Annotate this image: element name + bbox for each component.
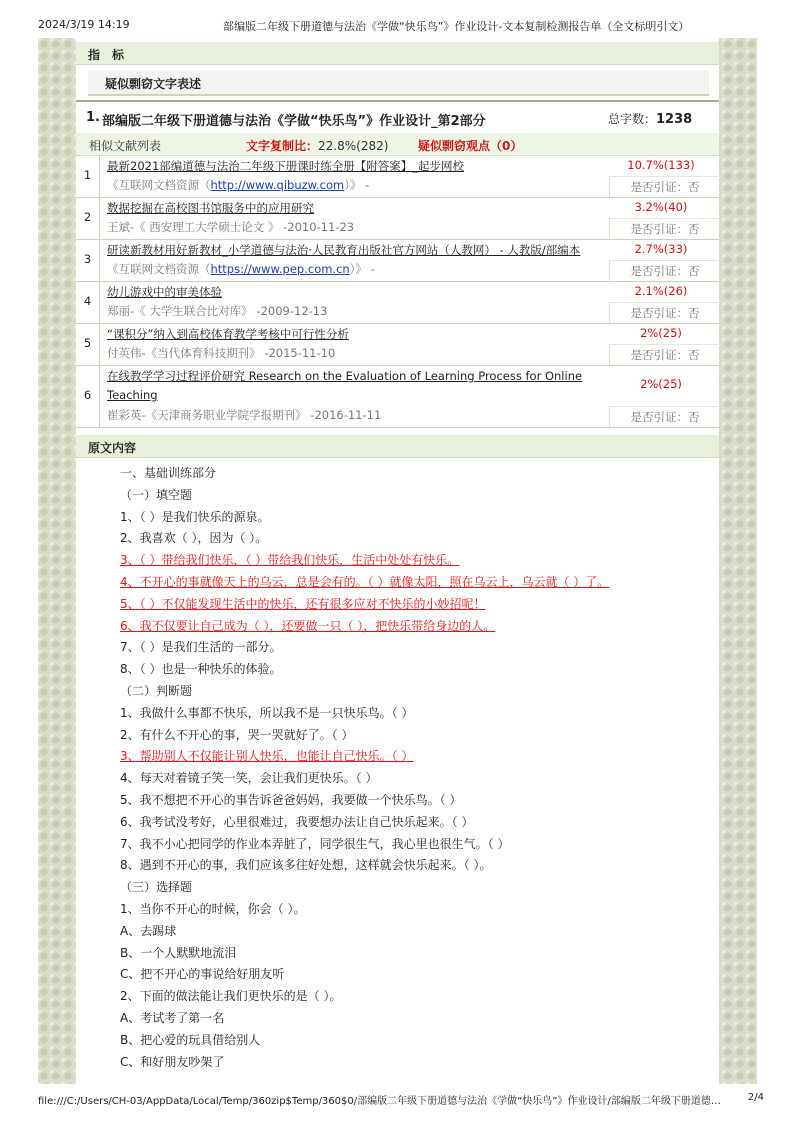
citation-status: 是否引证：否 [609,344,720,365]
text-line [120,964,710,986]
text-line [120,834,710,856]
source-url-link[interactable]: https://www.pep.com.cn [210,262,350,276]
line-text: 2、我喜欢（ ），因为（ ）。 [120,531,268,546]
copy-ratio [246,137,388,154]
line-text: 7、（ ）是我们生活的一部分。 [120,640,282,655]
source-origin: 《互联网文档资源（http://www.qibuzw.com）》 - [107,178,370,192]
source-index: 4 [76,281,100,323]
line-text: 7、我不小心把同学的作业本弄脏了，同学很生气，我心里也很生气。（ ） [120,836,510,851]
line-text: B、把心爱的玩具借给别人 [120,1032,261,1047]
source-percentage: 2.1%(26) [634,284,688,298]
document-number: 1. [86,110,100,125]
source-row [76,365,719,428]
indicators-bar [76,42,719,65]
line-text: （一）填空题 [120,487,193,502]
suspect-text-label: 疑似剽窃文字表述 [105,77,202,91]
text-line [120,681,710,703]
text-line [120,1008,710,1030]
text-line [120,528,710,550]
text-line [120,921,710,943]
stats-row [76,133,719,156]
line-text: 1、我做什么事都不快乐，所以我不是一只快乐鸟。（ ） [120,705,414,720]
word-count-value: 1238 [656,112,693,127]
text-line [120,659,710,681]
source-index: 5 [76,323,100,365]
line-text: 2、下面的做法能让我们更快乐的是（ ）。 [120,989,342,1004]
text-line [120,1030,710,1052]
indicators-label: 指 标 [88,48,125,62]
print-date: 2024/3/19 14:19 [38,18,130,31]
source-percentage: 10.7%(133) [627,158,695,172]
line-text: 3、帮助别人不仅能让别人快乐，也能让自己快乐。（ ） [120,749,414,764]
source-title-link[interactable]: 数据挖掘在高校图书馆服务中的应用研究 [107,201,314,215]
line-text: 2、有什么不开心的事，哭一哭就好了。（ ） [120,727,354,742]
source-title-link[interactable]: 研读新教材用好新教材_小学道德与法治·人民教育出版社官方网站（人教网） - 人教版/部编本 [107,243,581,257]
line-text: C、和好朋友吵架了 [120,1054,225,1069]
source-row [76,239,719,282]
text-line [120,899,710,921]
citation-status: 是否引证：否 [609,218,720,239]
original-bar [76,435,719,458]
line-text: 1、（ ）是我们快乐的源泉。 [120,509,270,524]
text-line [120,812,710,834]
line-text: 4、每天对着镜子笑一笑，会让我们更快乐。（ ） [120,771,378,786]
source-percentage: 2%(25) [640,326,682,340]
text-line [120,463,710,485]
line-text: 4、不开心的事就像天上的乌云，总是会有的。（ ）就像太阳，照在乌云上，乌云就（ ）了。 [120,574,610,589]
copy-ratio-value: 22.8%(282) [318,139,389,153]
plagiarized-line [120,594,710,616]
citation-status: 是否引证：否 [609,302,720,323]
source-title-link[interactable]: 在线教学学习过程评价研究 Research on the Evaluation of Learning Process for Online [107,369,583,383]
citation-status: 是否引证：否 [609,260,720,281]
source-index: 1 [76,155,100,197]
text-line [120,703,710,725]
source-origin: 王斌-《 西安理工大学硕士论文 》 -2010-11-23 [107,220,355,234]
text-line [120,986,710,1008]
report-content [76,38,719,1084]
citation-status: 是否引证：否 [609,406,720,427]
source-origin: 郑丽-《 大学生联合比对库》 -2009-12-13 [107,304,328,318]
word-count-label: 总字数： [608,112,657,126]
source-row [76,281,719,324]
line-text: 1、当你不开心的时候，你会（ ）。 [120,901,306,916]
source-index: 2 [76,197,100,239]
line-text: A、考试考了第一名 [120,1010,225,1025]
line-text: 一、基础训练部分 [120,466,217,480]
file-path: file:///C:/Users/CH-03/AppData/Local/Temp/360zip$Temp/360$0/部编版二年级下册道德与法治《学做“快乐鸟”》作业设计/部编版二年级下册道德… [38,1096,721,1107]
text-line [120,768,710,790]
text-line [120,855,710,877]
text-line [120,877,710,899]
suspect-views: 疑似剽窃观点（0） [418,139,523,153]
source-row [76,323,719,366]
citation-status: 是否引证：否 [609,176,720,197]
source-index: 3 [76,239,100,281]
source-row [76,155,719,198]
line-text: B、一个人默默地流泪 [120,945,237,960]
plagiarized-line [120,572,710,594]
original-text [120,463,710,1073]
source-title-link[interactable]: 幼儿游戏中的审美体验 [107,285,222,299]
source-percentage: 2.7%(33) [634,242,688,256]
line-text: （二）判断题 [120,683,193,698]
source-title-link[interactable]: “课积分”纳入到高校体育教学考核中可行性分析 [107,327,349,341]
similar-list-label: 相似文献列表 [89,139,162,153]
line-text: 8、遇到不开心的事，我们应该多往好处想，这样就会快乐起来。（ ）。 [120,858,492,873]
print-header [38,18,764,32]
line-text: 8、（ ）也是一种快乐的体验。 [120,662,282,677]
text-line [120,943,710,965]
source-title-link[interactable]: 最新2021部编道德与法治二年级下册课时练全册【附答案】_起步网校 [107,159,465,173]
text-line [120,725,710,747]
line-text: 6、我考试没考好，心里很难过，我要想办法让自己快乐起来。（ ） [120,814,474,829]
document-title: 部编版二年级下册道德与法治《学做“快乐鸟”》作业设计_第2部分 [102,114,486,129]
text-line [120,485,710,507]
text-line [120,1052,710,1074]
line-text: （三）选择题 [120,880,193,895]
source-percentage: 2%(25) [640,377,682,391]
source-origin: 《互联网文档资源（https://www.pep.com.cn）》 - [107,262,375,276]
line-text: 3、（ ）带给我们快乐，（ ）带给我们快乐，生活中处处有快乐。 [120,553,460,568]
page-number: 2/4 [747,1092,764,1103]
line-text: A、去踢球 [120,923,177,938]
source-row [76,197,719,240]
original-label: 原文内容 [88,441,137,455]
copy-ratio-label: 文字复制比： [246,139,319,153]
text-line [120,790,710,812]
suspect-text-bar [88,70,709,96]
source-url-link[interactable]: http://www.qibuzw.com [210,178,345,192]
document-header [76,100,719,134]
line-text: 5、我不想把不开心的事告诉爸爸妈妈，我要做一个快乐鸟。（ ） [120,792,462,807]
plagiarized-line [120,746,710,768]
line-text: 5、（ ）不仅能发现生活中的快乐，还有很多应对不快乐的小妙招呢！ [120,596,486,611]
line-text: 6、我不仅要让自己成为（ ），还要做一只（ ），把快乐带给身边的人。 [120,618,496,633]
print-title: 部编版二年级下册道德与法治《学做“快乐鸟”》作业设计-文本复制检测报告单（全文标明引文） [223,20,690,33]
source-percentage: 3.2%(40) [634,200,688,214]
source-title-link-cont[interactable]: Teaching [107,388,158,402]
text-line [120,507,710,529]
text-line [120,637,710,659]
line-text: C、把不开心的事说给好朋友听 [120,967,285,982]
plagiarized-line [120,616,710,638]
word-count [608,110,692,127]
source-origin: 崔彩英-《天津商务职业学院学报期刊》 -2016-11-11 [107,408,382,422]
source-origin: 付英伟-《当代体育科技期刊》 -2015-11-10 [107,346,336,360]
source-index: 6 [76,365,100,427]
plagiarized-line [120,550,710,572]
print-footer [38,1092,764,1106]
